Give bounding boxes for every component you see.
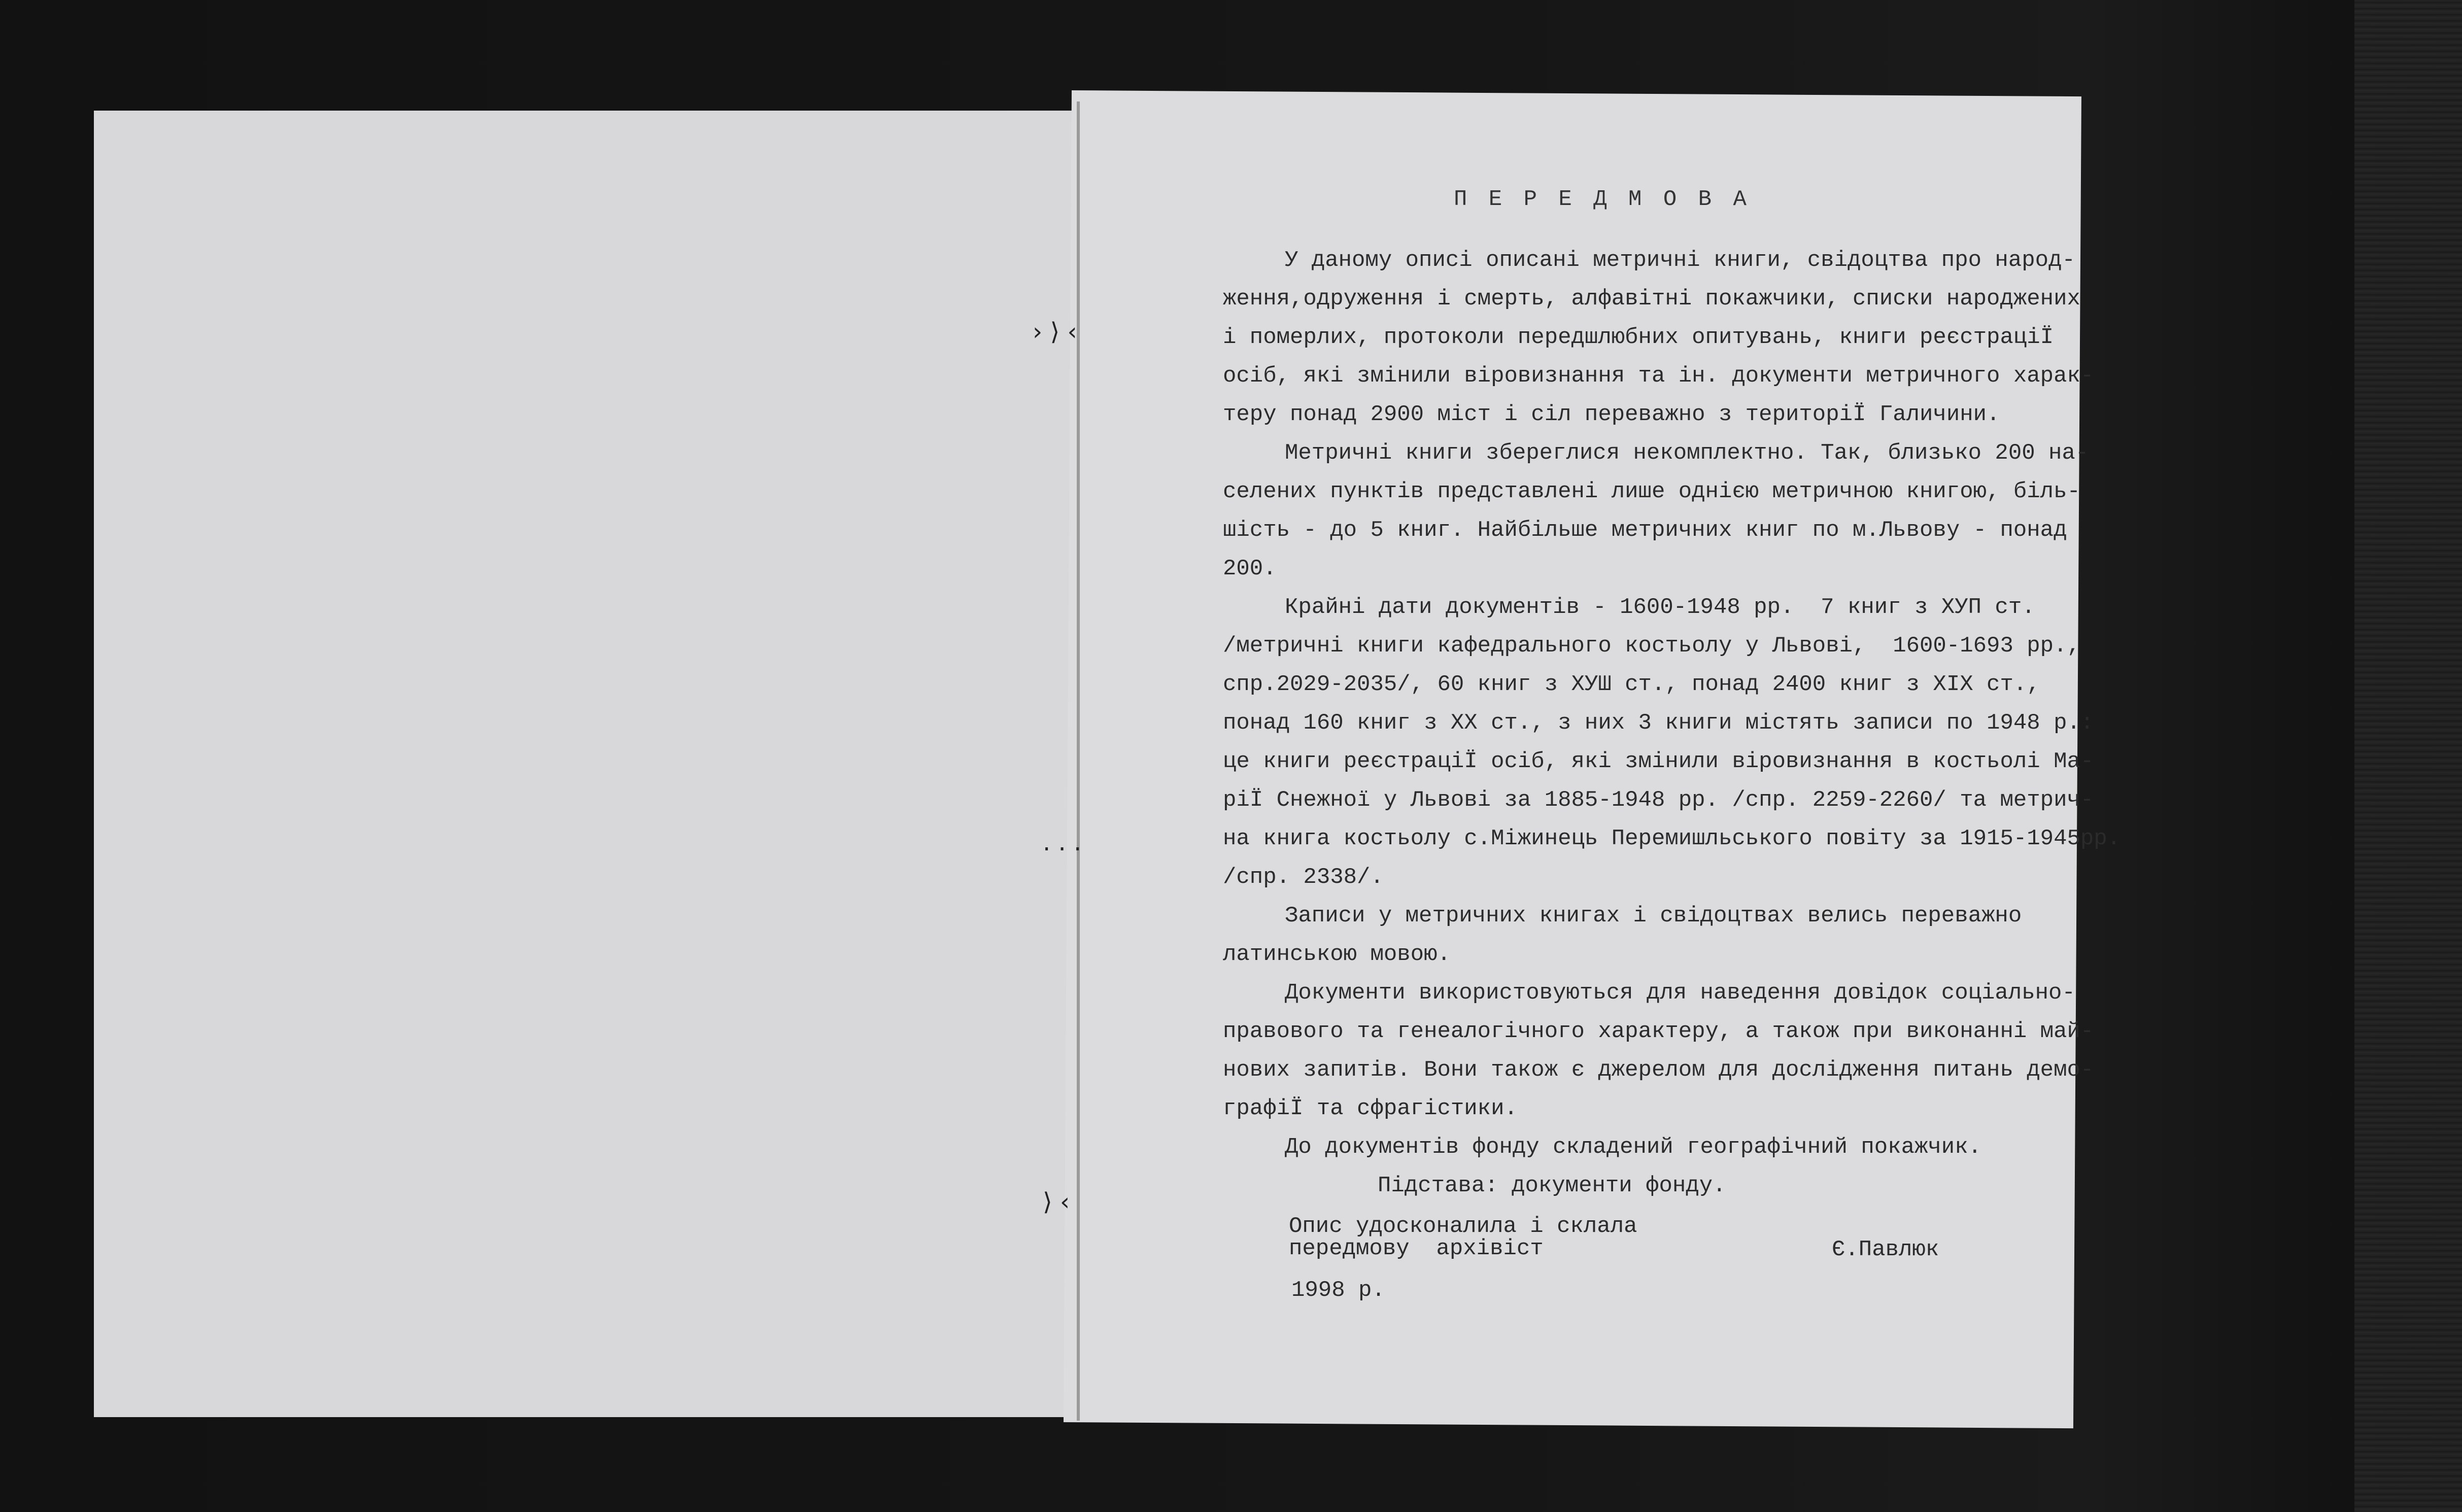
text-line: /метричні книги кафедрального костьолу у Львові, 1600-1693 рр., bbox=[1223, 633, 2080, 659]
document-body bbox=[1223, 241, 2121, 1205]
text-line: правового та генеалогічного характеру, а також при виконанні май- bbox=[1223, 1019, 2094, 1044]
text-line: і померлих, протоколи передшлюбних опитувань, книги реєстраціЇ bbox=[1223, 325, 2054, 350]
left-page-blank bbox=[94, 111, 1086, 1417]
text-line: осіб, які змінили віровизнання та ін. документи метричного харак- bbox=[1223, 363, 2094, 389]
text-line: Крайні дати документів - 1600-1948 рр. 7 книг з ХУП ст. bbox=[1285, 595, 2035, 620]
text-line: До документів фонду складений географічний покажчик. bbox=[1285, 1135, 1982, 1160]
binding-mark-middle: · · · bbox=[1043, 835, 1082, 864]
signature-role bbox=[1289, 1215, 1637, 1260]
page-fold bbox=[1077, 101, 1080, 1421]
text-line: Метричні книги збереглися некомплектно. Так, близько 200 на- bbox=[1285, 440, 2089, 466]
signature-name: Є.Павлюк bbox=[1832, 1237, 1939, 1262]
signature-line-2: передмову архівіст bbox=[1289, 1236, 1544, 1261]
text-line: нових запитів. Вони також є джерелом для дослідження питань демо- bbox=[1223, 1057, 2094, 1083]
text-line: це книги реєстраціЇ осіб, які змінили віровизнання в костьолі Ма- bbox=[1223, 749, 2094, 774]
text-line: латинською мовою. bbox=[1223, 942, 1451, 967]
text-line: ріЇ Снежної у Львові за 1885-1948 рр. /спр. 2259-2260/ та метрич- bbox=[1223, 787, 2094, 813]
binding-mark-top: › ⟩ ‹ bbox=[1033, 318, 1077, 346]
text-line: Підстава: документи фонду. bbox=[1378, 1173, 1726, 1198]
text-line: У даному описі описані метричні книги, свідоцтва про народ- bbox=[1285, 248, 2075, 273]
text-line: спр.2029-2035/, 60 книг з ХУШ ст., понад 2400 книг з XIX ст., bbox=[1223, 672, 2040, 697]
document-year: 1998 р. bbox=[1291, 1278, 1385, 1303]
text-line: /спр. 2338/. bbox=[1223, 865, 1384, 890]
text-line: на книга костьолу с.Міжинець Перемишльського повіту за 1915-1945рр. bbox=[1223, 826, 2121, 851]
text-line: графіЇ та сфрагістики. bbox=[1223, 1096, 1518, 1121]
text-line: теру понад 2900 міст і сіл переважно з територіЇ Галичини. bbox=[1223, 402, 2000, 427]
text-line: 200. bbox=[1223, 556, 1277, 581]
text-line: Записи у метричних книгах і свідоцтвах велись переважно bbox=[1285, 903, 2022, 929]
text-line: Документи використовуються для наведення довідок соціально- bbox=[1285, 980, 2075, 1006]
binding-strip bbox=[2354, 0, 2462, 1512]
text-line: ження,одруження і смерть, алфавітні покажчики, списки народжених bbox=[1223, 286, 2080, 312]
text-line: понад 160 книг з XX ст., з них 3 книги містять записи по 1948 р.: bbox=[1223, 710, 2094, 736]
text-line: селених пунктів представлені лише однією метричною книгою, біль- bbox=[1223, 479, 2080, 504]
binding-mark-bottom: ⟩ ‹ bbox=[1043, 1188, 1070, 1216]
signature-line-1: Опис удосконалила і склала bbox=[1289, 1214, 1637, 1239]
document-title: П Е Р Е Д М О В А bbox=[1454, 187, 1751, 212]
text-line: шість - до 5 книг. Найбільше метричних книг по м.Львову - понад bbox=[1223, 518, 2067, 543]
